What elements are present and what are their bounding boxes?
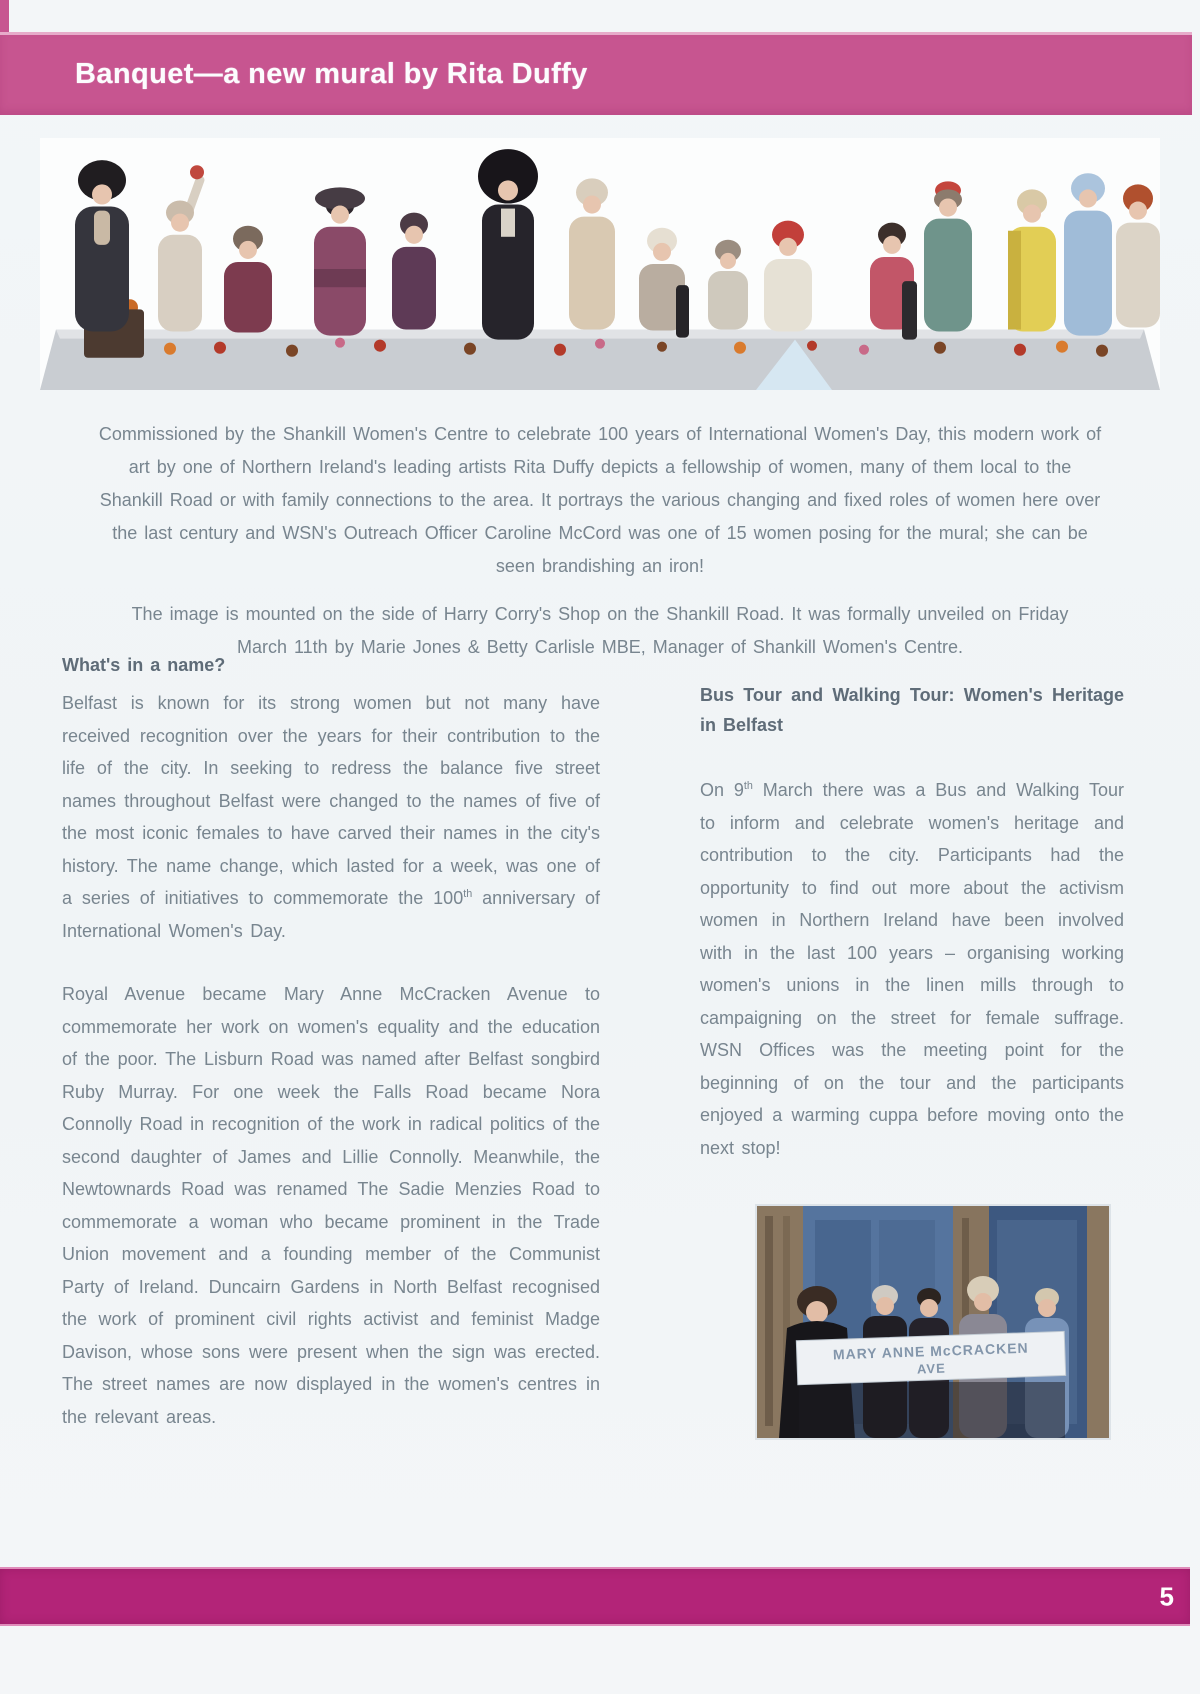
- banquet-mural-image: [40, 138, 1160, 390]
- article-columns: [62, 650, 1124, 1440]
- article-header-bar: [0, 32, 1192, 115]
- right-column-heading: Bus Tour and Walking Tour: Women's Heritage in Belfast: [700, 685, 1124, 735]
- ordinal-superscript: th: [463, 888, 473, 900]
- article-title: Banquet—a new mural by Rita Duffy: [75, 57, 588, 90]
- left-column-heading: What's in a name?: [62, 655, 226, 675]
- right-paragraph-1-text-end: March there was a Bus and Walking Tour to inform and celebrate women's heritage and contribution to the city. Participants had the opportunity to find out more about the activism women in Northern Ireland have been involved with in the last 100 years – organising working women's unions in the linen mills through to campaigning on the street for female suffrage. WSN Offices was the meeting point for the beginning of on the tour and the participants enjoyed a warming cuppa before moving onto the next stop!: [700, 780, 1124, 1158]
- page-footer-bar: [0, 1567, 1190, 1626]
- right-paragraph-1-text: On 9: [700, 780, 744, 800]
- right-paragraph-1: [700, 774, 1124, 1164]
- right-column: [700, 650, 1124, 1440]
- street-sign: [796, 1331, 1065, 1384]
- left-paragraph-1: [62, 687, 600, 947]
- page-top-edge-sliver: [0, 0, 9, 36]
- left-paragraph-1-text: Belfast is known for its strong women but not many have received recognition over the years for their contribution to the life of the city. In seeking to redress the balance five street names throughout Belfast were changed to the names of five of the most iconic females to have carved their names in the city's history. The name change, which lasted for a week, was one of a series of initiatives to commemorate the 100: [62, 693, 600, 908]
- left-paragraph-2: Royal Avenue became Mary Anne McCracken Avenue to commemorate her work on women's equality and the education of the poor. The Lisburn Road was named after Belfast songbird Ruby Murray. For one week the Falls Road became Nora Connolly Road in recognition of the work in radical politics of the second daughter of James and Lillie Connolly. Meanwhile, the Newtownards Road was renamed The Sadie Menzies Road to commemorate a woman who became prominent in the Trade Union movement and a founding member of the Communist Party of Ireland. Duncairn Gardens in North Belfast recognised the work of prominent civil rights activist and feminist Madge Davison, whose sons were present when the sign was erected. The street names are now displayed in the women's centres in the relevant areas.: [62, 984, 600, 1427]
- street-sign-line-2: AVE: [916, 1360, 947, 1377]
- left-column: [62, 650, 600, 1433]
- street-sign-photo: [755, 1204, 1111, 1440]
- intro-paragraph-1: Commissioned by the Shankill Women's Centre to celebrate 100 years of International Women's Day, this modern work of art by one of Northern Ireland's leading artists Rita Duffy depicts a fellowship of women, many of them local to the Shankill Road or with family connections to the area. It portrays the various changing and fixed roles of women here over the last century and WSN's Outreach Officer Caroline McCord was one of 15 women posing for the mural; she can be seen brandishing an iron!: [98, 424, 1102, 576]
- street-sign-line-1: MARY ANNE McCRACKEN: [832, 1339, 1029, 1363]
- ordinal-superscript: th: [743, 780, 753, 792]
- left-paragraph-1-text-end: anniversary of International Women's Day.: [62, 888, 600, 941]
- page-number: 5: [1159, 1581, 1174, 1611]
- intro-paragraph-2: The image is mounted on the side of Harry Corry's Shop on the Shankill Road. It was formally unveiled on Friday March 11th by Marie Jones & Betty Carlisle MBE, Manager of Shankill Women's Centre.: [131, 604, 1069, 657]
